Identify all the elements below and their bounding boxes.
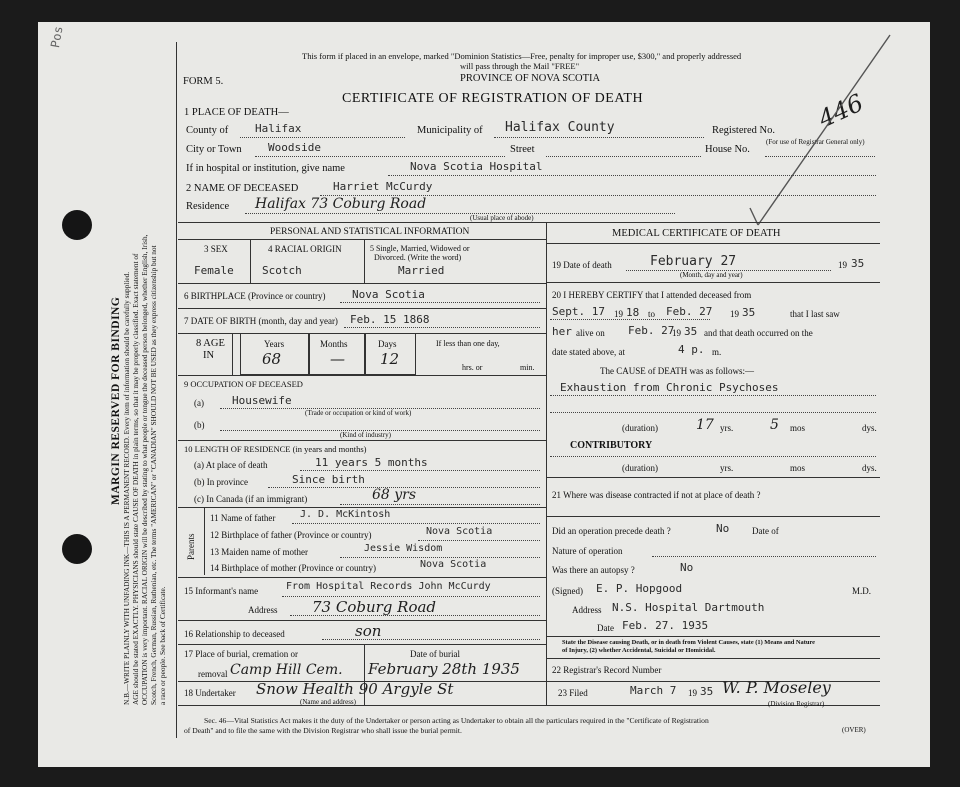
county-value: Halifax <box>255 122 302 135</box>
certificate-title: CERTIFICATE OF REGISTRATION OF DEATH <box>342 91 644 106</box>
dob-label: 7 DATE OF BIRTH (month, day and year) <box>184 316 338 326</box>
mother-birthplace-label: 14 Birthplace of mother (Province or country) <box>210 563 376 573</box>
burial-place-value: Camp Hill Cem. <box>230 662 343 678</box>
date-above-label: date stated above, at <box>552 347 625 357</box>
filed-year-prefix: 19 <box>688 688 697 698</box>
rule <box>282 596 540 597</box>
dod-note: (Month, day and year) <box>680 271 743 279</box>
attended-to-value: Feb. 27 <box>666 305 713 318</box>
rule <box>344 327 540 328</box>
race-value: Scotch <box>262 264 302 277</box>
rule <box>550 319 710 320</box>
residence-label: Residence <box>186 201 230 212</box>
father-birthplace-value: Nova Scotia <box>426 526 493 537</box>
death-occurred-label: and that death occurred on the <box>704 328 813 338</box>
occupation-a-note: (Trade or occupation or kind of work) <box>305 409 412 417</box>
division-registrar-note: (Division Registrar) <box>768 700 825 708</box>
county-label: County of <box>186 125 229 136</box>
registered-no-label: Registered No. <box>712 125 775 136</box>
rule <box>178 644 546 645</box>
rule <box>204 507 205 575</box>
occupation-b-label: (b) <box>194 420 205 430</box>
occupation-label: 9 OCCUPATION OF DECEASED <box>184 379 303 389</box>
informant-label: 15 Informant's name <box>184 586 259 596</box>
residence-note: (Usual place of abode) <box>470 214 534 222</box>
margin-nb-line4: Scotch, French, German, Russian, Ruthenian, etc. The terms "AMERICAN" or "CANADIAN" SHOULD NOT BE USED as they express citizenship but not <box>149 245 158 705</box>
check-mark <box>740 30 900 230</box>
her-label: her <box>552 325 572 338</box>
rule <box>550 412 876 413</box>
contributory-yrs-label: yrs. <box>720 463 734 473</box>
contributory-mos-label: mos <box>790 463 806 473</box>
to-year-value: 35 <box>742 306 756 319</box>
corner-note: Pos <box>48 25 66 49</box>
removal-label: removal <box>198 669 228 679</box>
province-heading: PROVINCE OF NOVA SCOTIA <box>460 73 601 84</box>
contributory-label: CONTRIBUTORY <box>570 440 653 451</box>
attended-from-value: Sept. 17 <box>552 305 605 318</box>
marital-value: Married <box>398 264 445 277</box>
informant-value: From Hospital Records John McCurdy <box>286 581 491 592</box>
burial-label: 17 Place of burial, cremation or <box>184 649 298 659</box>
operation-date-label: Date of <box>752 526 779 536</box>
alive-on-label: alive on <box>576 328 605 338</box>
burial-date-value: February 28th 1935 <box>368 660 520 678</box>
house-no-label: House No. <box>705 144 750 155</box>
rule <box>550 395 876 396</box>
rule <box>546 282 880 283</box>
rule <box>546 636 880 637</box>
city-line <box>255 156 505 157</box>
res-a-value: 11 years 5 months <box>315 456 428 469</box>
column-divider <box>546 222 547 705</box>
name-label: 2 NAME OF DECEASED <box>186 183 299 194</box>
dys-label: dys. <box>862 423 877 433</box>
signed-value: E. P. Hopgood <box>596 582 683 595</box>
nature-label: Nature of operation <box>552 546 623 556</box>
marital-label-2: Divorced. (Write the word) <box>374 253 462 262</box>
filed-value: March 7 <box>630 684 677 697</box>
medical-heading: MEDICAL CERTIFICATE OF DEATH <box>612 228 781 239</box>
undertaker-label: 18 Undertaker <box>184 688 236 698</box>
parents-label: Parents <box>186 533 196 560</box>
rule <box>340 302 540 303</box>
county-line <box>240 137 405 138</box>
doctor-address-label: Address <box>572 605 602 615</box>
informant-address-label: Address <box>248 605 278 615</box>
hospital-value: Nova Scotia Hospital <box>410 160 543 173</box>
residence-line <box>245 213 675 214</box>
years-label: Years <box>264 339 285 349</box>
rule <box>652 556 876 557</box>
cause-label: The CAUSE of DEATH was as follows:— <box>600 366 754 376</box>
duration-yrs-value: 17 <box>696 417 714 433</box>
signed-label: (Signed) <box>552 586 583 596</box>
less-than-day-label: If less than one day, <box>436 339 500 348</box>
deceased-name-value: Harriet McCurdy <box>333 180 433 193</box>
filed-label: 23 Filed <box>558 688 588 698</box>
margin-nb-line3: OCCUPATION is very important. RACIAL ORIGIN will be described by stating to what people or tongue the deceased person belonged, whether English, Irish, <box>140 234 149 705</box>
md-label: M.D. <box>852 586 872 596</box>
rule <box>300 470 540 471</box>
rule <box>364 239 365 283</box>
autopsy-label: Was there an autopsy ? <box>552 565 635 575</box>
doctor-date-value: Feb. 27. 1935 <box>622 619 709 632</box>
hrs-label: hrs. or <box>462 363 483 372</box>
occupation-value: Housewife <box>232 394 292 407</box>
months-label: Months <box>320 339 348 349</box>
birthplace-label: 6 BIRTHPLACE (Province or country) <box>184 291 326 301</box>
rule <box>178 283 546 284</box>
race-label: 4 RACIAL ORIGIN <box>268 244 342 254</box>
last-saw-label: that I last saw <box>790 309 840 319</box>
occupation-a-label: (a) <box>194 398 204 408</box>
rule <box>546 516 880 517</box>
rule <box>340 504 540 505</box>
violent-note-2: of Injury, (2) whether Accidental, Suicidal or Homicidal. <box>562 647 716 654</box>
municipality-line <box>494 137 704 138</box>
from-year-prefix: 19 <box>614 309 623 319</box>
undertaker-value: Snow Health 90 Argyle St <box>256 680 454 698</box>
age-years-value: 68 <box>262 350 282 368</box>
alive-year-prefix: 19 <box>672 328 681 338</box>
personal-info-heading: PERSONAL AND STATISTICAL INFORMATION <box>270 227 470 237</box>
age-in-label: IN <box>203 350 215 361</box>
min-label: min. <box>520 363 535 372</box>
margin-nb-line2: AGE should be stated EXACTLY. PHYSICIANS should state CAUSE OF DEATH in plain terms, so that it may be properly classified. Exact statement of <box>131 253 140 705</box>
rule <box>340 557 540 558</box>
time-value: 4 p. <box>678 343 705 356</box>
contributory-duration-label: (duration) <box>622 463 658 473</box>
registrar-record-label: 22 Registrar's Record Number <box>552 665 662 675</box>
mother-label: 13 Maiden name of mother <box>210 547 308 557</box>
res-b-value: Since birth <box>292 473 365 486</box>
city-label: City or Town <box>186 144 242 155</box>
yrs-label: yrs. <box>720 423 734 433</box>
registrar-note: (For use of Registrar General only) <box>766 138 865 146</box>
res-a-label: (a) At place of death <box>194 460 268 470</box>
rule <box>546 243 880 244</box>
undertaker-note: (Name and address) <box>300 698 356 706</box>
rule <box>178 577 546 578</box>
street-line <box>546 156 701 157</box>
margin-rule <box>176 42 177 738</box>
rule <box>292 523 540 524</box>
rule <box>418 540 540 541</box>
binding-hole-top <box>62 210 92 240</box>
occupation-b-note: (Kind of industry) <box>340 431 391 439</box>
informant-address-value: 73 Coburg Road <box>312 598 437 616</box>
rule <box>178 440 546 441</box>
form-number: FORM 5. <box>183 76 224 87</box>
marital-label-1: 5 Single, Married, Widowed or <box>370 244 470 253</box>
to-label: to <box>648 309 656 319</box>
cause-value: Exhaustion from Chronic Psychoses <box>560 381 779 394</box>
contributory-dys-label: dys. <box>862 463 877 473</box>
res-c-label: (c) In Canada (if an immigrant) <box>194 494 308 504</box>
duration-mos-value: 5 <box>770 417 779 433</box>
rule <box>232 333 233 375</box>
footer-line-1: Sec. 46—Vital Statistics Act makes it the duty of the Undertaker or person acting as Undertaker to obtain all the particulars required in the "Certificate of Registration <box>204 716 709 725</box>
from-year-value: 18 <box>626 306 640 319</box>
registered-no-value: 446 <box>814 88 868 134</box>
burial-date-label: Date of burial <box>410 649 460 659</box>
m-label: m. <box>712 347 722 357</box>
operation-value: No <box>716 522 730 535</box>
municipality-label: Municipality of <box>417 125 483 136</box>
municipality-value: Halifax County <box>505 120 615 135</box>
mail-notice-line1: This form if placed in an envelope, marked "Dominion Statistics—Free, penalty for improper use, $300," and properly addressed <box>302 51 742 61</box>
rule <box>178 308 546 309</box>
rule <box>546 477 880 478</box>
res-b-label: (b) In province <box>194 477 248 487</box>
dob-value: Feb. 15 1868 <box>350 313 430 326</box>
city-value: Woodside <box>268 141 321 154</box>
dod-year-value: 35 <box>851 257 865 270</box>
to-year-prefix: 19 <box>730 309 739 319</box>
rule <box>250 239 251 283</box>
rule <box>178 375 546 376</box>
doctor-address-value: N.S. Hospital Dartmouth <box>612 601 765 614</box>
filed-year-value: 35 <box>700 685 714 698</box>
place-of-death-heading: 1 PLACE OF DEATH— <box>184 107 289 118</box>
father-birthplace-label: 12 Birthplace of father (Province or country) <box>210 530 372 540</box>
street-label: Street <box>510 144 535 155</box>
dod-label: 19 Date of death <box>552 260 612 270</box>
alive-year-value: 35 <box>684 325 698 338</box>
relationship-label: 16 Relationship to deceased <box>184 629 285 639</box>
violent-note-1: State the Disease causing Death, or in death from Violent Causes, state (1) Means and Nature <box>562 639 815 646</box>
margin-nb-line5: a race or people. See back of Certificate. <box>158 586 167 705</box>
father-label: 11 Name of father <box>210 513 276 523</box>
residence-value: Halifax 73 Coburg Road <box>255 196 427 212</box>
mail-notice-line2: will pass through the Mail "FREE" <box>460 61 580 71</box>
age-days-value: 12 <box>380 350 400 368</box>
over-label: (OVER) <box>842 726 866 734</box>
age-label: 8 AGE <box>196 338 225 349</box>
alive-on-value: Feb. 27 <box>628 324 675 337</box>
autopsy-value: No <box>680 561 694 574</box>
age-months-value: — <box>330 350 345 368</box>
table-top-rule <box>178 222 880 223</box>
hospital-label: If in hospital or institution, give name <box>186 163 345 174</box>
rule <box>546 658 880 659</box>
margin-nb-line1: N.B.—WRITE PLAINLY WITH UNFADING INK—THIS IS A PERMANENT RECORD. Every item of information should be carefully supplied. <box>122 271 131 705</box>
rule <box>178 620 546 621</box>
q21-label: 21 Where was disease contracted if not at place of death ? <box>552 490 761 500</box>
sex-label: 3 SEX <box>204 244 228 254</box>
birthplace-value: Nova Scotia <box>352 288 425 301</box>
margin-binding-label: MARGIN RESERVED FOR BINDING <box>110 296 122 505</box>
division-registrar-signature: W. P. Moseley <box>722 678 831 697</box>
residence-length-label: 10 LENGTH OF RESIDENCE (in years and months) <box>184 444 367 454</box>
rule <box>178 239 546 240</box>
relationship-value: son <box>355 622 382 640</box>
rule <box>550 456 876 457</box>
dod-year-prefix: 19 <box>838 260 847 270</box>
mos-label: mos <box>790 423 806 433</box>
sex-value: Female <box>194 264 234 277</box>
duration-label: (duration) <box>622 423 658 433</box>
father-value: J. D. McKintosh <box>300 509 391 520</box>
res-c-value: 68 yrs <box>372 487 417 503</box>
dod-value: February 27 <box>650 254 737 269</box>
days-label: Days <box>378 339 397 349</box>
operation-label: Did an operation precede death ? <box>552 526 671 536</box>
mother-birthplace-value: Nova Scotia <box>420 559 487 570</box>
doctor-date-label: Date <box>597 623 614 633</box>
binding-hole-bottom <box>62 534 92 564</box>
rule <box>178 507 546 508</box>
mother-value: Jessie Wisdom <box>364 543 443 554</box>
certify-label: 20 I HEREBY CERTIFY that I attended deceased from <box>552 290 752 300</box>
footer-line-2: of Death" and to file the same with the Division Registrar who shall issue the burial permit. <box>184 726 462 735</box>
